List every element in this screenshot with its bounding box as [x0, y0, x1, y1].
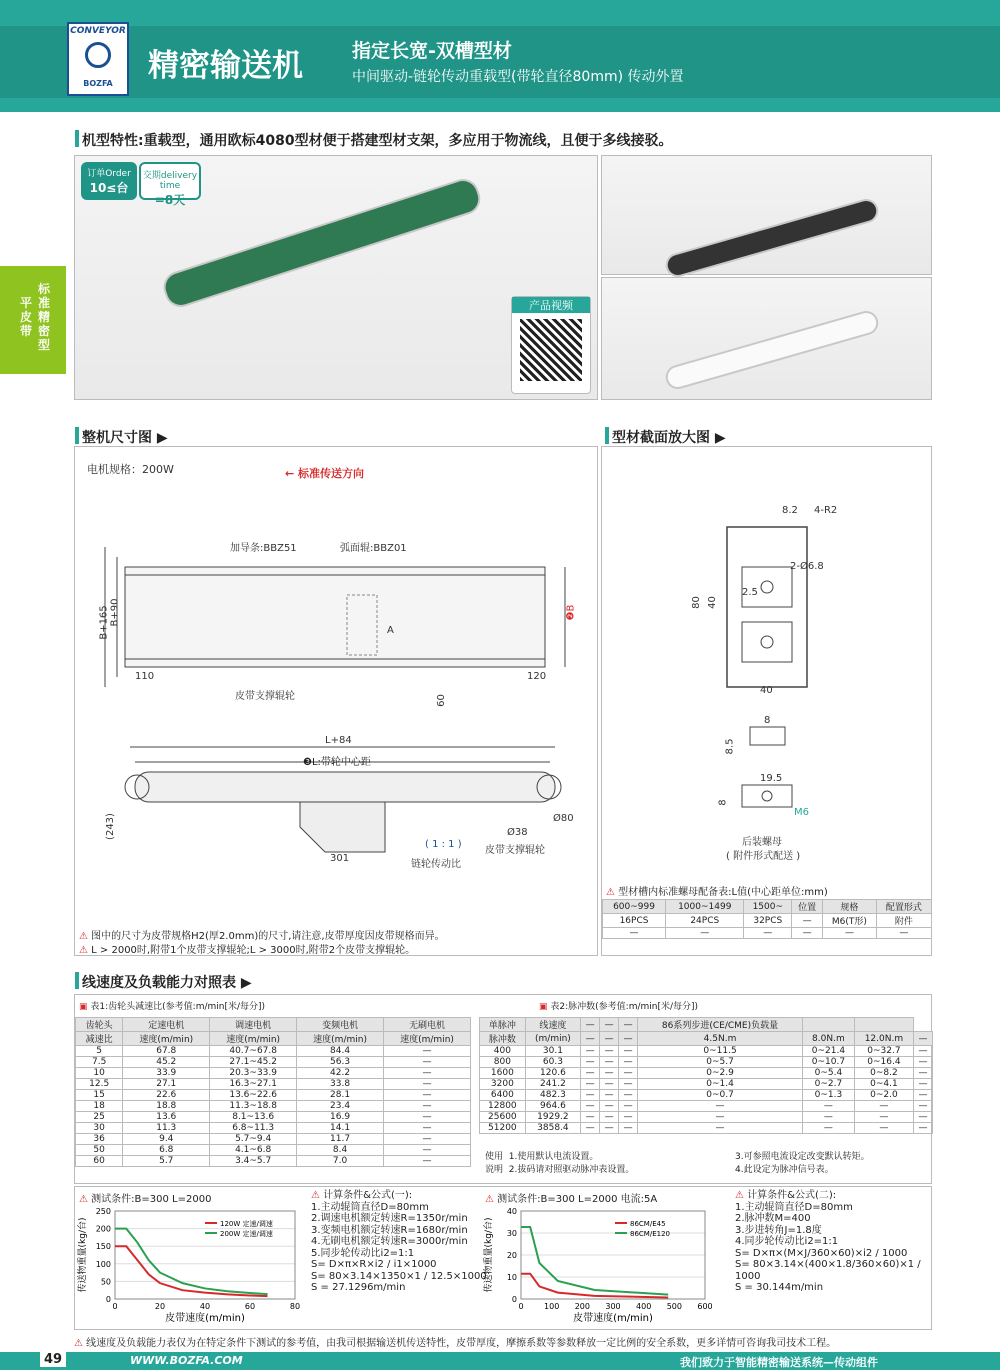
- table-cell: 33.9: [123, 1068, 210, 1079]
- table-cell: —: [384, 1123, 471, 1134]
- table-header-cell: 无刷电机: [384, 1018, 471, 1032]
- table-cell: —: [913, 1112, 932, 1123]
- table-cell: 5.7: [123, 1156, 210, 1167]
- x-tick-label: 100: [544, 1302, 560, 1311]
- table-cell: 18.8: [123, 1101, 210, 1112]
- table-header-cell: 速度(m/min): [123, 1032, 210, 1046]
- product-photo-black: [601, 155, 932, 275]
- table-cell: —: [600, 1123, 619, 1134]
- table-cell: 4.1~6.8: [210, 1145, 297, 1156]
- nut-table: [602, 899, 932, 939]
- table-cell: —: [792, 928, 823, 939]
- table-cell: 482.3: [525, 1090, 580, 1101]
- pulse-table: [479, 1017, 933, 1134]
- table-cell: —: [600, 1101, 619, 1112]
- table-header-cell: —: [581, 1032, 600, 1046]
- table-header-cell: 速度(m/min): [210, 1032, 297, 1046]
- table-cell: 40.7~67.8: [210, 1046, 297, 1057]
- video-qr[interactable]: 产品视频: [511, 296, 591, 394]
- table-row: [76, 1057, 471, 1068]
- table-cell: —: [384, 1156, 471, 1167]
- table-cell: 13.6~22.6: [210, 1090, 297, 1101]
- table-cell: —: [384, 1112, 471, 1123]
- table-row: [76, 1079, 471, 1090]
- formula-line: S= D×π×(M×J/360×60)×i2 / 1000: [735, 1247, 908, 1259]
- table-cell: 241.2: [525, 1079, 580, 1090]
- table-row: [76, 1123, 471, 1134]
- table-header-cell: 1500~: [744, 900, 792, 914]
- table-cell: 20.3~33.9: [210, 1068, 297, 1079]
- table-cell: —: [854, 1123, 913, 1134]
- y-tick-label: 30: [506, 1229, 517, 1238]
- table-row: [603, 928, 932, 939]
- table-cell: 10: [76, 1068, 123, 1079]
- table-cell: 0~5.4: [802, 1068, 854, 1079]
- table-cell: —: [581, 1112, 600, 1123]
- page-number: 49: [40, 1352, 66, 1367]
- table-cell: 6.8~11.3: [210, 1123, 297, 1134]
- table-header-cell: 调速电机: [210, 1018, 297, 1032]
- table-row: [76, 1090, 471, 1101]
- brand-sub: BOZFA: [83, 79, 113, 88]
- legend-label: 86CM/E120: [630, 1230, 670, 1238]
- table-cell: 16PCS: [603, 914, 666, 928]
- formula-line: 1.主动辊筒直径D=80mm: [311, 1201, 429, 1213]
- direction-label: ← 标准传送方向: [285, 467, 365, 480]
- table-cell: —: [600, 1068, 619, 1079]
- table-header-cell: 配置形式: [876, 900, 931, 914]
- table-header-cell: 定速电机: [123, 1018, 210, 1032]
- table-cell: 25600: [480, 1112, 526, 1123]
- table-cell: 3200: [480, 1079, 526, 1090]
- legend-label: 120W 定速/调速: [220, 1220, 273, 1228]
- y-axis-label: 传送物重量(kg/台): [78, 1217, 88, 1293]
- formula-2: ⚠ 计算条件&公式(二): 1.主动辊筒直径D=80mm 2.脉冲数M=400 3.步进转角J=1.8度 4.同步轮传动比i2=1:1 S= D×π×(M×J/360×60)×i2 / 1000 S= 80×3.14×(400×1.8/360×60)×1 / 1000 S = 30.144m/min: [735, 1190, 931, 1294]
- y-tick-label: 150: [95, 1242, 111, 1252]
- table-cell: 0~2.9: [638, 1068, 803, 1079]
- table-cell: 5: [76, 1046, 123, 1057]
- table-cell: —: [384, 1090, 471, 1101]
- table-cell: —: [581, 1068, 600, 1079]
- table-cell: 51200: [480, 1123, 526, 1134]
- table-row: [76, 1145, 471, 1156]
- table-row: [480, 1079, 933, 1090]
- gear-ratio-table: [75, 1017, 471, 1167]
- table-cell: —: [638, 1112, 803, 1123]
- formula-line: 5.同步轮传动比i2=1:1: [311, 1247, 415, 1259]
- table-cell: 14.1: [297, 1123, 384, 1134]
- table-header-cell: 位置: [792, 900, 823, 914]
- formula-line: 2.脉冲数M=400: [735, 1213, 811, 1224]
- table-cell: 24PCS: [666, 914, 744, 928]
- table-cell: 6400: [480, 1090, 526, 1101]
- brand-name: CONVEYOR: [70, 26, 126, 36]
- table-row: [76, 1046, 471, 1057]
- table-cell: 0~1.3: [802, 1090, 854, 1101]
- table-cell: 0~10.7: [802, 1057, 854, 1068]
- table-cell: 33.8: [297, 1079, 384, 1090]
- table-header-cell: —: [619, 1018, 638, 1032]
- table-cell: —: [384, 1068, 471, 1079]
- x-tick-label: 60: [244, 1302, 256, 1311]
- side-tab: [0, 266, 66, 374]
- x-tick-label: 200: [574, 1302, 590, 1311]
- table-cell: —: [384, 1145, 471, 1156]
- table-cell: 23.4: [297, 1101, 384, 1112]
- page-title: 精密输送机: [148, 48, 303, 84]
- table-cell: —: [913, 1046, 932, 1057]
- formula-line: 3.步进转角J=1.8度: [735, 1224, 822, 1236]
- table-row: [480, 1112, 933, 1123]
- table-cell: —: [913, 1101, 932, 1112]
- qr-code-icon: [520, 319, 582, 381]
- charts-row: ⚠ 测试条件:B=300 L=2000 0 50 100 150 200 250 0 20 40 60 80 皮带速度(m/min) 传送物重量(kg/台) 120W 定速/调速 200W 定速/调速 ⚠ 计算条件&公式(一): 1.主动辊筒直径D=80mm 2.调速电机额定转速R=1350r/min 3.变频电机额定转速R=1680r/min 4.无刷电机额定转速R=3000r/min 5.同步轮传动比i2=1:1 S= D×π×R×i2 / i1×1000 S= 80×3.14×1350×1 / 12.5×1000 S = 27.1296m/min ⚠ 测试条件:B=300 L=2000 电流:5A 0 10 20 30 40 0 100 200 300 400 500 600 皮带速度(m/min) 传送物重量(kg/台) 86CM/E45 86CM/E120 ⚠ 计算条件&公式(二): 1.主动辊筒直径D=80mm 2.脉冲数M=400 3.步进转角J=1.8度 4.同步轮传动比i2=1:1 S= D×π×(M×J/360×60)×i2 / 1000 S= 80×3.14×(400×1.8/360×60)×1 / 1000 S = 30.144m/min: [74, 1186, 932, 1330]
- table-cell: 18: [76, 1101, 123, 1112]
- conveyor-image: [159, 175, 484, 311]
- table-cell: —: [384, 1057, 471, 1068]
- table-header-cell: —: [600, 1032, 619, 1046]
- table-cell: 7.5: [76, 1057, 123, 1068]
- table-cell: —: [619, 1079, 638, 1090]
- table-cell: 7.0: [297, 1156, 384, 1167]
- profile-svg: [602, 447, 933, 957]
- table-cell: 50: [76, 1145, 123, 1156]
- order-badge: 订单Order 10≤台: [81, 162, 137, 200]
- table-cell: 0~11.5: [638, 1046, 803, 1057]
- table-cell: 0~21.4: [802, 1046, 854, 1057]
- chart-2: [481, 1203, 713, 1331]
- formula-line: 3.变频电机额定转速R=1680r/min: [311, 1224, 468, 1236]
- formula-line: S = 27.1296m/min: [311, 1282, 406, 1293]
- table-cell: —: [619, 1046, 638, 1057]
- y-tick-label: 0: [105, 1295, 111, 1304]
- table-cell: 84.4: [297, 1046, 384, 1057]
- table-cell: —: [802, 1123, 854, 1134]
- usage-notes: 使用 1.使用默认电流设置。 说明 2.拔码请对照驱动脉冲表设置。: [485, 1152, 635, 1175]
- table-cell: —: [600, 1079, 619, 1090]
- table-cell: —: [384, 1079, 471, 1090]
- product-photo-main: [74, 155, 598, 400]
- table-cell: 30.1: [525, 1046, 580, 1057]
- table-cell: 400: [480, 1046, 526, 1057]
- speed-heading: 线速度及负载能力对照表 ▶: [82, 972, 252, 992]
- table-cell: —: [384, 1046, 471, 1057]
- table-header-cell: 规格: [823, 900, 877, 914]
- table-cell: —: [792, 914, 823, 928]
- table-cell: 800: [480, 1057, 526, 1068]
- x-tick-label: 400: [636, 1302, 652, 1311]
- dimension-drawing: 电机规格：200W ← 标准传送方向 加导条:BBZ51 弧面辊:BBZ01 B+165 B+90 ❷B A 110 120 60 皮带支撑辊轮 L+84 ❸L:带轮中心距 (243) Ø80 Ø38 皮带支撑辊轮 ( 1 : 1 ) 链轮传动比 301 ⚠ 图中的尺寸为皮带规格H2(厚2.0mm)的尺寸,请注意,皮带厚度因皮带规格而异。 ⚠ L > 2000时,附带1个皮带支撑辊轮;L > 3000时,附带2个皮带支撑辊轮。: [74, 446, 598, 956]
- table-cell: —: [666, 928, 744, 939]
- table-cell: —: [854, 1112, 913, 1123]
- table-row: [603, 914, 932, 928]
- table-cell: 0~4.1: [854, 1079, 913, 1090]
- formula-line: 4.同步轮传动比i2=1:1: [735, 1236, 839, 1247]
- features-heading: 机型特性:重载型，通用欧标4080型材便于搭建型材支架，多应用于物流线，且便于多线接驳。: [82, 130, 982, 150]
- table-cell: —: [603, 928, 666, 939]
- table-header-cell: 线速度: [525, 1018, 580, 1032]
- table-cell: 5.7~9.4: [210, 1134, 297, 1145]
- table-cell: 3.4~5.7: [210, 1156, 297, 1167]
- table-header-cell: [854, 1018, 913, 1032]
- table-cell: 60.3: [525, 1057, 580, 1068]
- table-cell: 36: [76, 1134, 123, 1145]
- formula-line: 4.无刷电机额定转速R=3000r/min: [311, 1236, 468, 1247]
- page-footer: [0, 1352, 1000, 1370]
- side-tab-col1: 标准精密型: [38, 282, 51, 352]
- table-cell: 1929.2: [525, 1112, 580, 1123]
- table-cell: 0~32.7: [854, 1046, 913, 1057]
- x-tick-label: 20: [154, 1302, 166, 1311]
- x-axis-label: 皮带速度(m/min): [573, 1313, 653, 1324]
- y-tick-label: 250: [95, 1207, 111, 1216]
- y-tick-label: 40: [506, 1207, 517, 1216]
- table-cell: 11.7: [297, 1134, 384, 1145]
- table-cell: —: [619, 1068, 638, 1079]
- y-tick-label: 50: [100, 1277, 111, 1287]
- table-header-cell: 4.5N.m: [638, 1032, 803, 1046]
- table-cell: 13.6: [123, 1112, 210, 1123]
- table-cell: 45.2: [123, 1057, 210, 1068]
- table-cell: 0~2.7: [802, 1079, 854, 1090]
- formula-line: S= 80×3.14×(400×1.8/360×60)×1 / 1000: [735, 1259, 921, 1282]
- logo-icon: [85, 42, 111, 68]
- table-cell: —: [823, 928, 877, 939]
- y-tick-label: 20: [506, 1251, 517, 1260]
- table-header-cell: 速度(m/min): [384, 1032, 471, 1046]
- table-cell: 0~2.0: [854, 1090, 913, 1101]
- table-cell: —: [619, 1112, 638, 1123]
- table-header-cell: —: [600, 1018, 619, 1032]
- table-row: [480, 1090, 933, 1101]
- drawing-svg: [75, 447, 599, 957]
- table-cell: 0~1.4: [638, 1079, 803, 1090]
- table-cell: —: [600, 1090, 619, 1101]
- motor-spec: 电机规格：200W: [87, 463, 174, 476]
- x-axis-label: 皮带速度(m/min): [165, 1313, 245, 1324]
- table-cell: 22.6: [123, 1090, 210, 1101]
- table-cell: 1600: [480, 1068, 526, 1079]
- table-cell: 0~5.7: [638, 1057, 803, 1068]
- table-cell: 9.4: [123, 1134, 210, 1145]
- table-header-cell: 减速比: [76, 1032, 123, 1046]
- table-cell: 16.3~27.1: [210, 1079, 297, 1090]
- table-cell: 27.1: [123, 1079, 210, 1090]
- dim-heading: 整机尺寸图 ▶: [82, 427, 168, 447]
- table-cell: —: [913, 1057, 932, 1068]
- conveyor-white-image: [663, 308, 881, 392]
- table-cell: 0~8.2: [854, 1068, 913, 1079]
- series-line: [115, 1246, 268, 1296]
- table-cell: —: [581, 1090, 600, 1101]
- table-cell: 30: [76, 1123, 123, 1134]
- table-cell: —: [638, 1101, 803, 1112]
- table-header-cell: 速度(m/min): [297, 1032, 384, 1046]
- table-cell: —: [854, 1101, 913, 1112]
- brand-logo: [67, 22, 129, 96]
- y-tick-label: 200: [95, 1224, 111, 1234]
- table-cell: 56.3: [297, 1057, 384, 1068]
- table-cell: —: [638, 1123, 803, 1134]
- table-row: [76, 1101, 471, 1112]
- footer-slogan: 我们致力于智能精密输送系统—传动组件: [680, 1356, 878, 1369]
- table-cell: 28.1: [297, 1090, 384, 1101]
- table-header-cell: (m/min): [525, 1032, 580, 1046]
- x-tick-label: 40: [199, 1302, 211, 1311]
- x-tick-label: 500: [666, 1302, 682, 1311]
- table-cell: 8.4: [297, 1145, 384, 1156]
- table-cell: 0~0.7: [638, 1090, 803, 1101]
- y-axis-label: 传送物重量(kg/台): [484, 1217, 494, 1293]
- formula-line: S= 80×3.14×1350×1 / 12.5×1000: [311, 1270, 487, 1282]
- table-header-cell: 600~999: [603, 900, 666, 914]
- profile-drawing: 8.2 4-R2 2-Ø6.8 2.5 80 40 40 8 8.5 19.5 8 M6 后装螺母 ( 附件形式配送 ) ⚠ 型材槽内标准螺母配备表:L值(中心距单位:mm) 600~999 1000~1499 1500~ 位置 规格 配置形式 16PCS 24PCS 32PCS — M6(T形) 附件 — — — — — —: [601, 446, 932, 956]
- table-cell: —: [600, 1057, 619, 1068]
- table-cell: 11.3: [123, 1123, 210, 1134]
- table-header-cell: 1000~1499: [666, 900, 744, 914]
- table-header-cell: 齿轮头: [76, 1018, 123, 1032]
- table-header-cell: 12.0N.m: [854, 1032, 913, 1046]
- table-cell: —: [581, 1079, 600, 1090]
- delivery-badge: 交期delivery time =8天: [139, 162, 201, 200]
- table-cell: —: [913, 1079, 932, 1090]
- table-cell: —: [913, 1123, 932, 1134]
- table-row: [76, 1112, 471, 1123]
- conveyor-black-image: [663, 196, 881, 280]
- table-header-cell: —: [913, 1032, 932, 1046]
- page-subtitle-detail: 中间驱动-链轮传动重载型(带轮直径80mm) 传动外置: [352, 69, 684, 85]
- product-photo-white: [601, 277, 932, 400]
- table-cell: 12800: [480, 1101, 526, 1112]
- legend-label: 200W 定速/调速: [220, 1230, 273, 1238]
- formula-line: 2.调速电机额定转速R=1350r/min: [311, 1213, 468, 1224]
- table-cell: —: [876, 928, 931, 939]
- page-subtitle: 指定长宽-双槽型材: [352, 40, 512, 62]
- table-row: [480, 1068, 933, 1079]
- legend-label: 86CM/E45: [630, 1220, 666, 1228]
- table-cell: 120.6: [525, 1068, 580, 1079]
- table-cell: —: [744, 928, 792, 939]
- table-header-cell: 8.0N.m: [802, 1032, 854, 1046]
- table-header-cell: 变频电机: [297, 1018, 384, 1032]
- formula-line: S= D×π×R×i2 / i1×1000: [311, 1259, 437, 1270]
- table-cell: —: [384, 1134, 471, 1145]
- table-cell: —: [802, 1101, 854, 1112]
- table-row: [480, 1123, 933, 1134]
- y-tick-label: 10: [506, 1273, 517, 1282]
- table-cell: 42.2: [297, 1068, 384, 1079]
- table-header-cell: 单脉冲: [480, 1018, 526, 1032]
- chart-1: [75, 1203, 303, 1331]
- table-cell: 6.8: [123, 1145, 210, 1156]
- table-cell: 60: [76, 1156, 123, 1167]
- table-cell: —: [913, 1090, 932, 1101]
- formula-line: 1.主动辊筒直径D=80mm: [735, 1201, 853, 1213]
- table-row: [76, 1068, 471, 1079]
- x-tick-label: 0: [112, 1302, 118, 1311]
- x-tick-label: 0: [518, 1302, 524, 1311]
- table-header-cell: —: [581, 1018, 600, 1032]
- table-cell: 27.1~45.2: [210, 1057, 297, 1068]
- table-cell: 67.8: [123, 1046, 210, 1057]
- table-row: [480, 1057, 933, 1068]
- table-cell: 16.9: [297, 1112, 384, 1123]
- table-cell: 25: [76, 1112, 123, 1123]
- table-cell: 附件: [876, 914, 931, 928]
- table-cell: —: [581, 1123, 600, 1134]
- table-cell: —: [384, 1101, 471, 1112]
- table-cell: —: [600, 1112, 619, 1123]
- table-row: [480, 1046, 933, 1057]
- table-cell: 12.5: [76, 1079, 123, 1090]
- table-cell: —: [600, 1046, 619, 1057]
- site-url: WWW.BOZFA.COM: [130, 1354, 243, 1367]
- formula-line: S = 30.144m/min: [735, 1282, 824, 1293]
- table-cell: —: [619, 1123, 638, 1134]
- table-row: [76, 1134, 471, 1145]
- side-tab-col2: 平皮带: [20, 296, 33, 338]
- table-cell: —: [581, 1057, 600, 1068]
- x-tick-label: 300: [605, 1302, 621, 1311]
- page-header: [0, 0, 1000, 112]
- y-tick-label: 0: [511, 1295, 517, 1304]
- table-header-cell: [802, 1018, 854, 1032]
- table-cell: 0~16.4: [854, 1057, 913, 1068]
- y-tick-label: 100: [95, 1259, 111, 1269]
- table-cell: —: [619, 1057, 638, 1068]
- table-cell: 964.6: [525, 1101, 580, 1112]
- table-cell: —: [581, 1046, 600, 1057]
- table-header-cell: 脉冲数: [480, 1032, 526, 1046]
- table-cell: 15: [76, 1090, 123, 1101]
- table-cell: —: [619, 1090, 638, 1101]
- table-cell: —: [619, 1101, 638, 1112]
- table-cell: 11.3~18.8: [210, 1101, 297, 1112]
- x-tick-label: 600: [697, 1302, 713, 1311]
- table-cell: —: [913, 1068, 932, 1079]
- table-header-cell: 86系列步进(CE/CME)负载量: [638, 1018, 803, 1032]
- table-cell: 3858.4: [525, 1123, 580, 1134]
- formula-1: ⚠ 计算条件&公式(一): 1.主动辊筒直径D=80mm 2.调速电机额定转速R=1350r/min 3.变频电机额定转速R=1680r/min 4.无刷电机额定转速R=3000r/min 5.同步轮传动比i2=1:1 S= D×π×R×i2 / i1×1000 S= 80×3.14×1350×1 / 12.5×1000 S = 27.1296m/min: [311, 1190, 487, 1293]
- table-cell: 8.1~13.6: [210, 1112, 297, 1123]
- x-tick-label: 80: [289, 1302, 301, 1311]
- speed-tables: ▣ 表1:齿轮头减速比(参考值:m/min[米/每分]) 齿轮头 定速电机 调速电机 变频电机 无刷电机 减速比 速度(m/min) 速度(m/min) 速度(m/min) 速度(m/min) 5 67.8 40.7~67.8 84.4 — 7.5 45.2 27.1~45.2 56.3 — 10 33.9 20.3~33.9 42.2 — 12.5 27.1 16.3~27.1 33.8 — 15 22.6 13.6~22.6 28.1 — 18 18.8 11.3~18.8 23.4 — 25 13.6 8.1~13.6 16.9 — 30 11.3 6.8~11.3 14.1 — 36 9.4 5.7~9.4 11.7 — 50 6.8 4.1~6.8 8.4 — 60 5.7 3.4~5.7 7.0 — ▣ 表2:脉冲数(参考值:m/min[米/每分]) 单脉冲 线速度 — — — 86系列步进(CE/CME)负载量 脉冲数 (m/min) — — — 4.5N.m 8.0N.m 12.0N.m — 400 30.1 — — — 0~11.5 0~21.4 0~32.7 — 800 60.3 — — — 0~5.7 0~10.7 0~16.4 — 1600 120.6 — — — 0~2.9 0~5.4 0~8.2 — 3200 241.2 — — — 0~1.4 0~2.7 0~4.1 — 6400 482.3 — — — 0~0.7 0~1.3 0~2.0 — 12800 964.6 — — — — — — — 25600 1929.2 — — — — — — — 51200 3858.4 — — — — — — — 使用 1.使用默认电流设置。 说明 2.拔码请对照驱动脉冲表设置。 3.可参照电流设定改变默认转矩。 4.此设定为脉冲信号表。: [74, 994, 932, 1184]
- table-row: [76, 1156, 471, 1167]
- table-cell: M6(T形): [823, 914, 877, 928]
- profile-heading: 型材截面放大图 ▶: [612, 427, 726, 447]
- table-header-cell: —: [619, 1032, 638, 1046]
- table-cell: —: [802, 1112, 854, 1123]
- table-cell: 32PCS: [744, 914, 792, 928]
- table-row: [480, 1101, 933, 1112]
- table-cell: —: [581, 1101, 600, 1112]
